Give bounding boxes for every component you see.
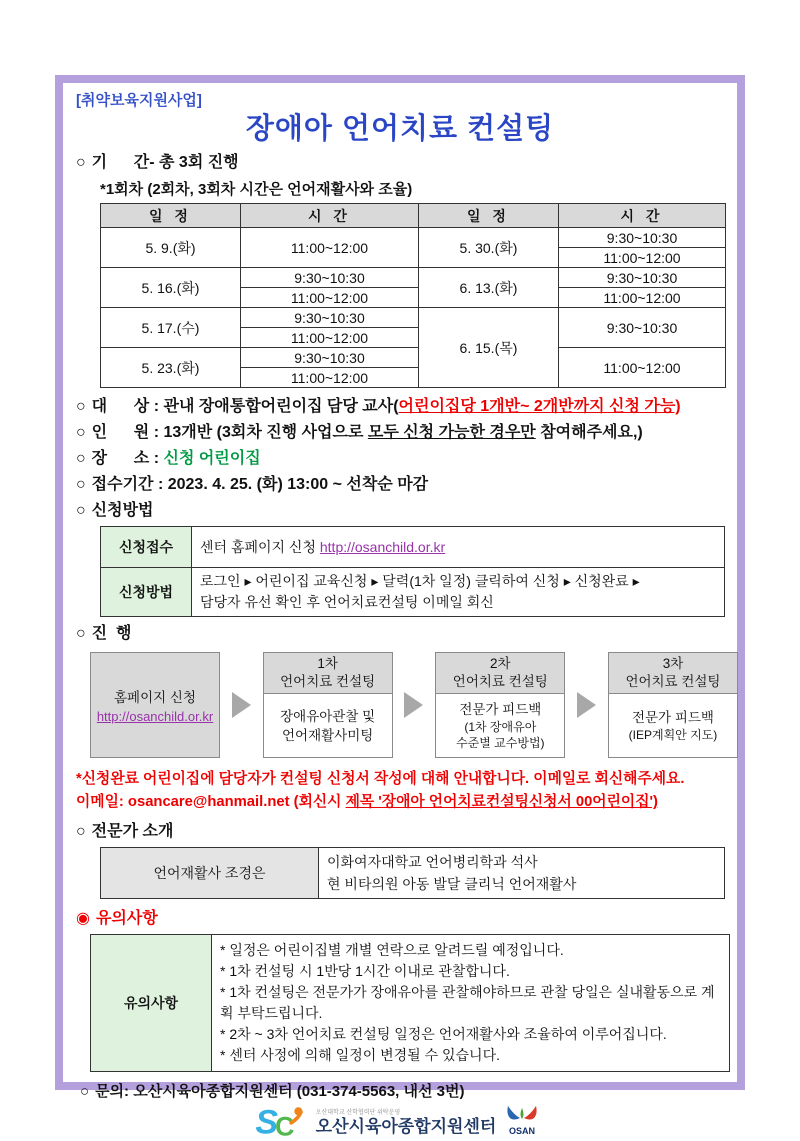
- capacity-text: 13개반 (3회차 진행 사업으로: [163, 424, 368, 441]
- arrow-right-icon: [232, 692, 251, 718]
- caution-item: * 센터 사정에 의해 일정이 변경될 수 있습니다.: [220, 1047, 500, 1063]
- expert-career-line: 현 비타의원 아동 발달 클리닉 언어재활사: [327, 876, 577, 892]
- flow-step-2: [435, 652, 565, 758]
- footer-logo: [76, 1103, 724, 1141]
- caution-item: * 2차 ~ 3차 언어치료 컨설팅 일정은 언어재활사와 조율하여 이루어집니다.: [220, 1026, 667, 1042]
- flow-apply-text: 홈페이지 신청: [114, 690, 196, 705]
- red-notice-line2: [76, 791, 724, 814]
- apply-method-label-cell: 신청방법: [101, 568, 192, 617]
- document-frame: [55, 75, 745, 1141]
- schedule-date-cell: 5. 17.(수): [101, 308, 241, 348]
- red-notice-subject: 제목 '장애아 언어치료컨설팅신청서 00어린이집'): [345, 794, 658, 810]
- logo-subtext: 오산대학교 산학협력단 위탁운영: [315, 1109, 401, 1116]
- schedule-time-cell: 11:00~12:00: [559, 248, 726, 268]
- flow-step2-round: 2차: [490, 656, 511, 671]
- circle-bullet: ○: [80, 1083, 90, 1100]
- schedule-header-cell: 시 간: [241, 204, 419, 228]
- schedule-table: [100, 203, 726, 388]
- table-row: [101, 308, 726, 328]
- expert-name-cell: 언어재활사 조경은: [101, 848, 319, 899]
- section-place: [76, 448, 724, 469]
- schedule-header-cell: 일 정: [419, 204, 559, 228]
- period-text: 기 간- 총 3회 진행: [91, 154, 239, 171]
- flow-step3-title: 언어치료 컨설팅: [625, 674, 721, 689]
- flow-step1-line: 장애유아관찰 및: [280, 708, 376, 724]
- separator: :: [149, 424, 164, 441]
- circle-bullet: ○: [76, 502, 86, 519]
- apply-method-line2: 담당자 유선 확인 후 언어치료컨설팅 이메일 회신: [200, 594, 494, 610]
- section-caution: [76, 908, 724, 929]
- logo-text-block: [316, 1110, 497, 1135]
- schedule-time-cell: 11:00~12:00: [241, 288, 419, 308]
- schedule-time-cell: 11:00~12:00: [241, 368, 419, 388]
- schedule-time-cell: 9:30~10:30: [241, 308, 419, 328]
- logo-center-name: 오산시육아종합지원센터: [315, 1116, 497, 1136]
- caution-item: * 1차 컨설팅 시 1반당 1시간 이내로 관찰합니다.: [220, 963, 510, 979]
- homepage-link[interactable]: http://osanchild.or.kr: [319, 538, 446, 555]
- flow-step2-header: [436, 653, 564, 694]
- target-label: 대 상: [91, 398, 150, 415]
- circle-bullet: ○: [76, 424, 86, 441]
- separator: :: [149, 398, 164, 415]
- caution-item: * 1차 컨설팅은 전문가가 장애유아를 관찰해야하므로 관찰 당일은 실내활동으로 계획 부탁드립니다.: [220, 984, 715, 1021]
- caution-table: [90, 934, 730, 1072]
- flow-step1-header: [264, 653, 392, 694]
- contact-line: [80, 1080, 724, 1101]
- target-highlight: 어린이집당 1개반~ 2개반까지 신청 가능): [398, 398, 681, 415]
- schedule-time-cell: 11:00~12:00: [559, 348, 726, 388]
- osan-emblem-icon: [502, 1104, 542, 1140]
- flow-step3-body: [609, 694, 737, 757]
- table-row: [101, 568, 725, 617]
- schedule-time-cell: 11:00~12:00: [241, 328, 419, 348]
- schedule-header-row: [101, 204, 726, 228]
- flow-step2-line: 전문가 피드백: [459, 702, 542, 717]
- section-progress: [76, 623, 724, 644]
- flow-step3-round: 3차: [662, 656, 684, 671]
- target-text: 관내 장애통합어린이집 담당 교사(: [163, 398, 399, 415]
- section-expert: [76, 821, 724, 842]
- deadline-value: 2023. 4. 25. (화) 13:00 ~ 선착순 마감: [167, 476, 429, 493]
- schedule-time-cell: 9:30~10:30: [241, 348, 419, 368]
- capacity-label: 인 원: [91, 424, 150, 441]
- apply-method-label: 신청방법: [91, 502, 154, 519]
- flow-step-apply: [90, 652, 220, 758]
- filled-circle-bullet: ◉: [76, 910, 90, 927]
- circle-bullet: ○: [76, 476, 86, 493]
- flow-step1-body: [264, 694, 392, 757]
- apply-receipt-label: 신청접수: [101, 527, 192, 568]
- arrow-right-icon: [404, 692, 423, 718]
- circle-bullet: ○: [76, 398, 86, 415]
- caution-label-cell: 유의사항: [91, 935, 212, 1072]
- deadline-label: 접수기간: [91, 476, 154, 493]
- flow-step1-line: 언어재활사미팅: [282, 727, 374, 743]
- schedule-time-cell: 11:00~12:00: [559, 288, 726, 308]
- capacity-underline: 모두 신청 가능한 경우만: [367, 424, 536, 441]
- schedule-time-cell: 9:30~10:30: [559, 268, 726, 288]
- osan-emblem-label: OSAN: [509, 1126, 536, 1136]
- table-row: [101, 348, 726, 368]
- schedule-header-cell: 일 정: [101, 204, 241, 228]
- expert-career-line: 이화여자대학교 언어병리학과 석사: [327, 854, 538, 870]
- apply-receipt-value: [192, 527, 725, 568]
- separator: :: [153, 476, 168, 493]
- arrow-right-icon: [577, 692, 596, 718]
- circle-bullet: ○: [76, 154, 86, 171]
- flow-step2-line: (1차 장애유아: [464, 720, 537, 734]
- svg-text:S: S: [254, 1103, 278, 1141]
- schedule-date-cell: 5. 30.(화): [419, 228, 559, 268]
- flow-step2-body: [436, 694, 564, 757]
- flow-step3-line: 전문가 피드백: [631, 710, 714, 725]
- center-sc-logo-icon: [254, 1103, 310, 1141]
- apply-receipt-text: 센터 홈페이지 신청: [200, 538, 320, 555]
- schedule-date-cell: 5. 23.(화): [101, 348, 241, 388]
- progress-flow: [90, 652, 738, 758]
- progress-label: 진 행: [91, 625, 132, 642]
- flow-step1-title: 언어치료 컨설팅: [280, 674, 376, 689]
- schedule-date-cell: 5. 16.(화): [101, 268, 241, 308]
- flow-step3-line: (IEP계획안 지도): [628, 728, 718, 742]
- schedule-header-cell: 시 간: [559, 204, 726, 228]
- table-row: [101, 848, 725, 899]
- red-notice-email: 이메일: osancare@hanmail.net (회신시: [76, 794, 346, 810]
- place-label: 장 소: [91, 450, 150, 467]
- schedule-time-cell: 11:00~12:00: [241, 228, 419, 268]
- section-apply-method: [76, 500, 724, 521]
- apply-table: [100, 526, 725, 617]
- flow-step-1: [263, 652, 393, 758]
- separator: :: [149, 450, 164, 467]
- circle-bullet: ○: [76, 450, 86, 467]
- capacity-text-post: 참여해주세요,): [535, 424, 643, 441]
- table-row: [101, 527, 725, 568]
- schedule-date-cell: 6. 13.(화): [419, 268, 559, 308]
- schedule-time-cell: 9:30~10:30: [241, 268, 419, 288]
- flow-step-3: [608, 652, 738, 758]
- expert-table: [100, 847, 725, 899]
- caution-item: * 일정은 어린이집별 개별 연락으로 알려드릴 예정입니다.: [220, 942, 564, 958]
- program-tag: [취약보육지원사업]: [76, 92, 202, 109]
- section-target: [76, 396, 724, 417]
- flow-step2-title: 언어치료 컨설팅: [452, 674, 548, 689]
- flow-step3-header: [609, 653, 737, 694]
- contact-text: 문의: 오산시육아종합지원센터 (031-374-5563, 내선 3번): [95, 1083, 465, 1100]
- schedule-time-cell: 9:30~10:30: [559, 228, 726, 248]
- period-note: *1회차 (2회차, 3회차 시간은 언어재활사와 조율): [100, 181, 413, 198]
- section-capacity: [76, 422, 724, 443]
- table-row: [91, 935, 730, 1072]
- section-period: [76, 152, 724, 173]
- circle-bullet: ○: [76, 823, 86, 840]
- red-notice-line1: *신청완료 어린이집에 담당자가 컨설팅 신청서 작성에 대해 안내합니다. 이메일로 회신해주세요.: [76, 771, 685, 787]
- schedule-date-cell: 6. 15.(목): [419, 308, 559, 388]
- page-title: 장애아 언어치료 컨설팅: [245, 113, 555, 145]
- table-row: [101, 268, 726, 288]
- expert-heading-label: 전문가 소개: [91, 823, 174, 840]
- flow-step1-round: 1차: [317, 656, 338, 671]
- section-deadline: [76, 474, 724, 495]
- svg-text:C: C: [274, 1111, 295, 1141]
- red-notice: [76, 768, 724, 814]
- schedule-time-cell: 9:30~10:30: [559, 308, 726, 348]
- schedule-date-cell: 5. 9.(화): [101, 228, 241, 268]
- caution-items-cell: [212, 935, 730, 1072]
- apply-method-value: [192, 568, 725, 617]
- homepage-link[interactable]: http://osanchild.or.kr: [96, 709, 214, 724]
- circle-bullet: ○: [76, 625, 86, 642]
- expert-career-cell: [319, 848, 725, 899]
- table-row: [101, 228, 726, 248]
- caution-heading-label: 유의사항: [95, 910, 158, 927]
- flow-step2-line: 수준별 교수방법): [456, 736, 545, 750]
- place-value: 신청 어린이집: [163, 450, 261, 467]
- apply-method-line1: 로그인 ▸ 어린이집 교육신청 ▸ 달력(1차 일정) 클릭하여 신청 ▸ 신청완료 ▸: [200, 573, 640, 589]
